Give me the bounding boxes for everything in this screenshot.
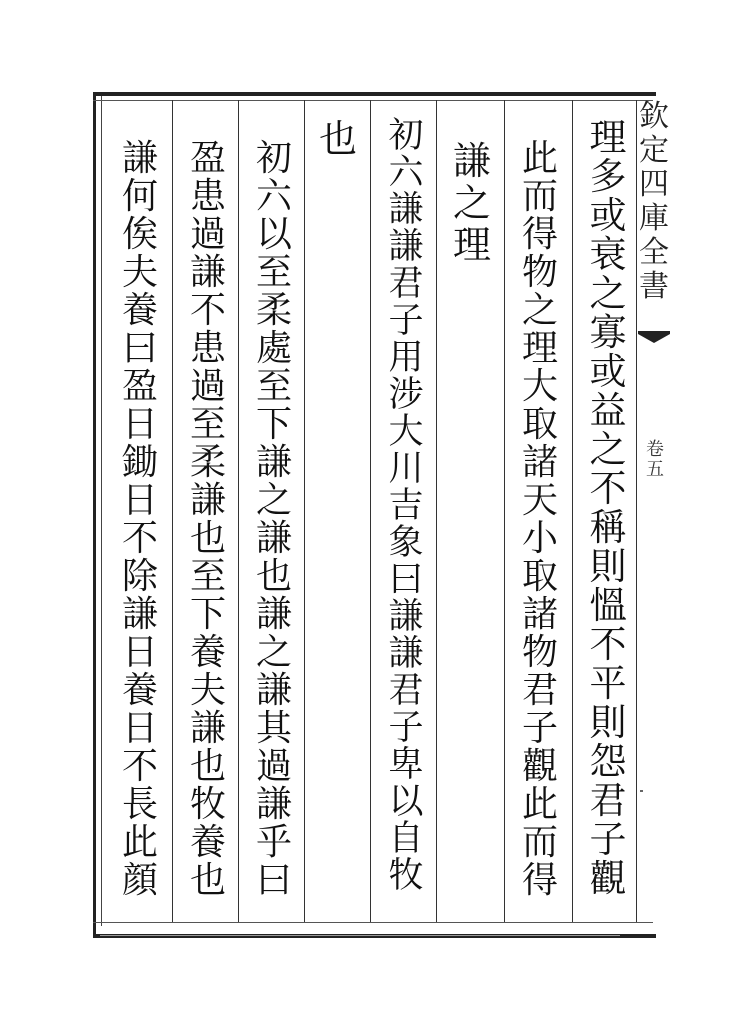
glyph: 之 <box>255 480 292 521</box>
text-column-6 <box>244 140 304 900</box>
glyph: 子 <box>589 818 627 861</box>
text-column-2 <box>510 140 570 900</box>
glyph: 以 <box>255 214 292 255</box>
glyph: 俟 <box>121 214 158 255</box>
glyph: 之 <box>452 181 491 225</box>
glyph: 下 <box>255 404 292 445</box>
glyph: 謙 <box>189 708 226 749</box>
glyph: 則 <box>589 701 627 744</box>
glyph: 夫 <box>189 670 226 711</box>
glyph: 之 <box>255 632 292 673</box>
glyph: 天 <box>521 480 558 521</box>
glyph: 子 <box>521 708 558 749</box>
glyph: 之 <box>589 428 627 471</box>
margin-title-glyph: 書 <box>639 269 669 304</box>
glyph: 謙 <box>388 190 424 230</box>
glyph: 吉 <box>388 486 424 526</box>
glyph: 也 <box>255 556 292 597</box>
glyph: 過 <box>189 366 226 407</box>
juan-label <box>640 440 670 480</box>
glyph: 謙 <box>452 139 491 183</box>
glyph: 君 <box>521 670 558 711</box>
glyph: 盈 <box>121 366 158 407</box>
glyph: 而 <box>521 176 558 217</box>
margin-title-glyph: 庫 <box>639 201 669 236</box>
margin-title-glyph: 欽 <box>639 99 669 134</box>
glyph: 謙 <box>255 594 292 635</box>
glyph: 而 <box>521 822 558 863</box>
glyph: 長 <box>121 784 158 825</box>
glyph: 至 <box>189 404 226 445</box>
glyph: 也 <box>318 117 357 161</box>
glyph: 也 <box>189 860 226 901</box>
glyph: 謙 <box>121 594 158 635</box>
glyph: 至 <box>255 252 292 293</box>
glyph: 謙 <box>189 480 226 521</box>
glyph: 君 <box>388 264 424 304</box>
glyph: 不 <box>121 746 158 787</box>
glyph: 其 <box>255 708 292 749</box>
margin-title-glyph: 四 <box>639 167 669 202</box>
glyph: 理 <box>452 223 491 267</box>
glyph: 盈 <box>189 138 226 179</box>
glyph: 之 <box>521 290 558 331</box>
glyph: 則 <box>589 545 627 588</box>
glyph: 養 <box>189 632 226 673</box>
column-rule <box>370 100 371 922</box>
glyph: 謙 <box>255 670 292 711</box>
glyph: 川 <box>388 449 424 489</box>
glyph: 益 <box>589 389 627 432</box>
glyph: 理 <box>589 116 627 159</box>
glyph: 子 <box>388 708 424 748</box>
glyph: 謙 <box>255 442 292 483</box>
glyph: 此 <box>521 138 558 179</box>
glyph: 子 <box>388 301 424 341</box>
glyph: 過 <box>189 214 226 255</box>
text-column-1 <box>578 118 638 898</box>
glyph: 曰 <box>388 560 424 600</box>
juan-glyph: 五 <box>646 459 664 480</box>
glyph: 養 <box>121 670 158 711</box>
text-column-7 <box>178 140 238 900</box>
glyph: 顔 <box>121 860 158 901</box>
glyph: 六 <box>388 153 424 193</box>
glyph: 初 <box>388 116 424 156</box>
glyph: 日 <box>121 480 158 521</box>
fish-tail-mark <box>637 330 671 344</box>
glyph: 平 <box>589 662 627 705</box>
column-rule <box>572 100 573 922</box>
glyph: 謙 <box>189 252 226 293</box>
glyph: 得 <box>521 860 558 901</box>
column-rule <box>172 100 173 922</box>
glyph: 不 <box>589 623 627 666</box>
glyph: 多 <box>589 155 627 198</box>
glyph: 稱 <box>589 506 627 549</box>
glyph: 自 <box>388 819 424 859</box>
glyph: 諸 <box>521 594 558 635</box>
glyph: 謙 <box>255 518 292 559</box>
glyph: 物 <box>521 632 558 673</box>
glyph: 下 <box>189 594 226 635</box>
glyph: 日 <box>121 708 158 749</box>
glyph: 慍 <box>589 584 627 627</box>
glyph: 此 <box>521 784 558 825</box>
glyph: 夫 <box>121 252 158 293</box>
glyph: 涉 <box>388 375 424 415</box>
glyph: 不 <box>121 518 158 559</box>
glyph: 除 <box>121 556 158 597</box>
glyph: 此 <box>121 822 158 863</box>
glyph: 理 <box>521 328 558 369</box>
glyph: 也 <box>189 746 226 787</box>
text-column-5 <box>308 118 368 160</box>
margin-title-glyph: 定 <box>639 133 669 168</box>
glyph: 處 <box>255 328 292 369</box>
glyph: 取 <box>521 556 558 597</box>
glyph: 謙 <box>255 784 292 825</box>
text-column-8 <box>110 140 170 900</box>
glyph: 不 <box>189 290 226 331</box>
column-rule <box>504 100 505 922</box>
glyph: 不 <box>589 467 627 510</box>
frame-inner-left-rule <box>101 96 102 926</box>
glyph: 過 <box>255 746 292 787</box>
glyph: 柔 <box>189 442 226 483</box>
glyph: 也 <box>189 518 226 559</box>
glyph: 謙 <box>388 634 424 674</box>
glyph: 之 <box>589 272 627 315</box>
glyph: 用 <box>388 338 424 378</box>
juan-glyph: 卷 <box>646 439 664 460</box>
glyph: 卑 <box>388 745 424 785</box>
glyph: 小 <box>521 518 558 559</box>
glyph: 物 <box>521 252 558 293</box>
glyph: 曰 <box>255 860 292 901</box>
margin-title <box>636 100 672 930</box>
scan-noise <box>100 935 620 936</box>
glyph: 以 <box>388 782 424 822</box>
column-rule <box>238 100 239 922</box>
glyph: 取 <box>521 404 558 445</box>
glyph: 大 <box>521 366 558 407</box>
glyph: 寡 <box>589 311 627 354</box>
glyph: 謙 <box>388 227 424 267</box>
glyph: 得 <box>521 214 558 255</box>
glyph: 衰 <box>589 233 627 276</box>
glyph: 諸 <box>521 442 558 483</box>
scan-noise <box>640 790 643 792</box>
glyph: 患 <box>189 328 226 369</box>
glyph: 六 <box>255 176 292 217</box>
glyph: 牧 <box>189 784 226 825</box>
glyph: 或 <box>589 194 627 237</box>
glyph: 觀 <box>521 746 558 787</box>
glyph: 初 <box>255 138 292 179</box>
margin-title-glyph: 全 <box>639 235 669 270</box>
glyph: 養 <box>121 290 158 331</box>
text-column-3 <box>442 140 502 266</box>
frame-top-rule <box>93 100 653 101</box>
glyph: 至 <box>189 556 226 597</box>
glyph: 大 <box>388 412 424 452</box>
glyph: 日 <box>121 632 158 673</box>
glyph: 謙 <box>121 138 158 179</box>
text-column-4 <box>376 118 436 895</box>
glyph: 日 <box>121 404 158 445</box>
glyph: 何 <box>121 176 158 217</box>
glyph: 柔 <box>255 290 292 331</box>
glyph: 觀 <box>589 857 627 900</box>
glyph: 或 <box>589 350 627 393</box>
glyph: 謙 <box>388 597 424 637</box>
column-rule <box>304 100 305 922</box>
glyph: 曰 <box>121 328 158 369</box>
column-rule <box>436 100 437 922</box>
glyph: 怨 <box>589 740 627 783</box>
glyph: 君 <box>589 779 627 822</box>
glyph: 乎 <box>255 822 292 863</box>
frame-bottom-rule <box>93 922 653 923</box>
glyph: 君 <box>388 671 424 711</box>
glyph: 象 <box>388 523 424 563</box>
glyph: 牧 <box>388 856 424 896</box>
glyph: 至 <box>255 366 292 407</box>
glyph: 養 <box>189 822 226 863</box>
glyph: 鋤 <box>121 442 158 483</box>
glyph: 患 <box>189 176 226 217</box>
